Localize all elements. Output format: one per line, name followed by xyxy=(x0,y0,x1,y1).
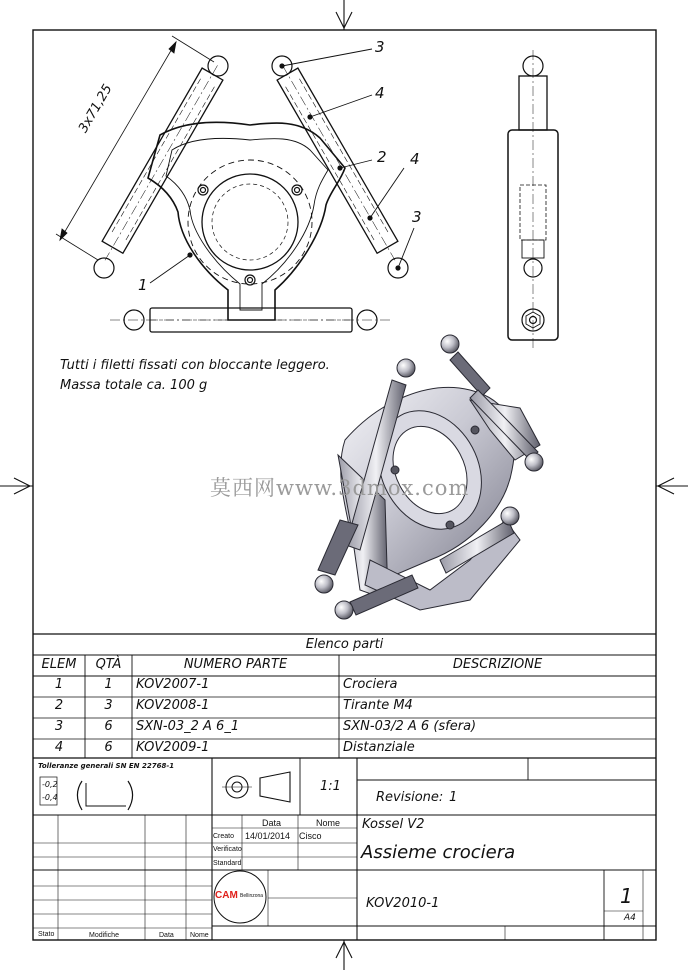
col-header-elem: ELEM xyxy=(41,657,77,672)
scale-value: 1:1 xyxy=(320,779,341,794)
drawing-number: KOV2010-1 xyxy=(366,896,440,911)
col-header-qty: QTÀ xyxy=(95,657,122,672)
row-verificato-label: Verificato xyxy=(213,846,242,853)
parts-row-3-part: SXN-03_2 A 6_1 xyxy=(136,719,240,734)
cam-logo-text: CAM xyxy=(215,890,238,901)
parts-row-4-part: KOV2009-1 xyxy=(136,740,210,755)
col-header-desc: DESCRIZIONE xyxy=(452,657,543,672)
col-nome-label: Nome xyxy=(316,818,341,828)
tolerance-lower: -0,4 xyxy=(42,793,58,802)
parts-row-2-qty: 3 xyxy=(104,698,113,713)
balloon-3-top: 3 xyxy=(375,38,385,56)
watermark: 莫西网www.3dmox.com xyxy=(210,476,470,500)
balloon-2: 2 xyxy=(377,148,387,166)
project-name: Kossel V2 xyxy=(362,817,425,832)
parts-list-title: Elenco parti xyxy=(305,637,384,652)
tolerance-upper: -0,2 xyxy=(42,780,58,789)
footer-nome: Nome xyxy=(190,932,209,939)
sheet-number: 1 xyxy=(620,884,633,908)
footer-data: Data xyxy=(159,932,174,939)
parts-row-3-qty: 6 xyxy=(104,719,113,734)
parts-row-4-desc: Distanziale xyxy=(343,740,415,755)
tolerance-title: Tolleranze generali SN EN 22768-1 xyxy=(38,762,175,770)
balloon-4-top: 4 xyxy=(375,84,385,102)
sheet-format: A4 xyxy=(624,913,636,923)
note-line-2: Massa totale ca. 100 g xyxy=(60,378,208,393)
parts-row-1-qty: 1 xyxy=(104,677,113,692)
balloon-4-right: 4 xyxy=(410,150,420,168)
balloon-1: 1 xyxy=(138,276,148,294)
drawing-title: Assieme crociera xyxy=(361,842,516,863)
parts-row-1-part: KOV2007-1 xyxy=(136,677,210,692)
row-standard-label: Standard xyxy=(213,860,242,867)
parts-row-3-desc: SXN-03/2 A 6 (sfera) xyxy=(343,719,477,734)
footer-modifiche: Modifiche xyxy=(89,932,119,939)
side-view xyxy=(508,50,558,350)
revision-label: Revisione: xyxy=(376,790,444,805)
creato-name: Cisco xyxy=(299,831,322,841)
parts-row-1-elem: 1 xyxy=(54,677,64,692)
creato-date: 14/01/2014 xyxy=(245,831,291,841)
front-view xyxy=(56,36,414,332)
col-header-part: NUMERO PARTE xyxy=(183,657,288,672)
parts-row-2-elem: 2 xyxy=(54,698,64,713)
col-data-label: Data xyxy=(262,818,282,828)
footer-stato: Stato xyxy=(38,931,55,938)
parts-row-2-part: KOV2008-1 xyxy=(136,698,210,713)
dimension-label: 3x71,25 xyxy=(76,81,116,136)
dimension-3x71-25 xyxy=(56,36,214,260)
row-creato-label: Creato xyxy=(213,833,235,840)
parts-row-2-desc: Tirante M4 xyxy=(343,698,413,713)
balloon-3-right: 3 xyxy=(412,208,422,226)
crociera-outline xyxy=(148,122,345,320)
parts-row-3-elem: 3 xyxy=(54,719,64,734)
parts-row-1-desc: Crociera xyxy=(343,677,398,692)
parts-row-4-elem: 4 xyxy=(54,740,64,755)
cam-logo-sub: Bellinzona xyxy=(240,893,264,899)
note-line-1: Tutti i filetti fissati con bloccante leggero. xyxy=(60,358,330,373)
parts-row-4-qty: 6 xyxy=(104,740,113,755)
revision-value: 1 xyxy=(449,790,458,805)
